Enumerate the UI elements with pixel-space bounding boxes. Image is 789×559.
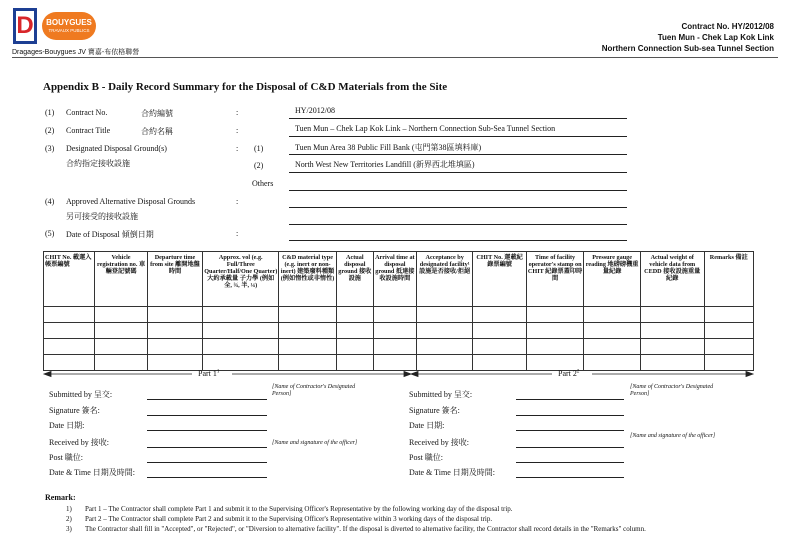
left-contractor-note: [Name of Contractor's Designated Person] bbox=[272, 384, 356, 397]
left-post-line bbox=[147, 462, 267, 463]
field-4-label-zh: 另可接受的接收設施 bbox=[66, 212, 138, 221]
right-received-by: Received by 接收: bbox=[409, 438, 469, 447]
col-arrival-time: Arrival time at disposal ground 抵達接收設施時間 bbox=[373, 252, 416, 307]
field-3-num: (3) bbox=[45, 144, 55, 153]
part1-label: Part $1^1$ bbox=[198, 369, 220, 378]
project-line1: Tuen Mun - Chek Lap Kok Link bbox=[657, 33, 774, 42]
left-received-by: Received by 接收: bbox=[49, 438, 109, 447]
field-3-others: Others bbox=[252, 179, 274, 188]
col-chit-no: CHIT No. 載運入帳票編號 bbox=[44, 252, 95, 307]
right-submitted-line bbox=[516, 399, 624, 400]
remark-1-text: Part 1 – The Contractor shall complete Part 1 and submit it to the Supervising Officer's Representative by the following working day of the disposal trip. bbox=[85, 505, 513, 513]
left-officer-note: [Name and signature of the officer] bbox=[272, 440, 358, 446]
field-2-colon: : bbox=[236, 126, 239, 135]
right-officer-note: [Name and signature of the officer] bbox=[630, 433, 716, 439]
remark-1-num: 1) bbox=[66, 505, 72, 513]
field-3-sub2: (2) bbox=[254, 161, 264, 170]
field-1-colon: : bbox=[236, 108, 239, 117]
right-date-time: Date & Time 日期及時間: bbox=[409, 468, 496, 477]
right-received-line bbox=[516, 447, 624, 448]
logo-b-line1: BOUYGUES bbox=[46, 18, 92, 27]
field-1-value: HY/2012/08 bbox=[295, 106, 335, 115]
field-3-sub1: (1) bbox=[254, 144, 264, 153]
remark-2-text: Part 2 – The Contractor shall complete Part 2 and submit it to the Supervising Officer's Representative within 3 working days of the disposal trip. bbox=[85, 515, 493, 523]
field-4-label: Approved Alternative Disposal Grounds bbox=[66, 197, 196, 206]
col-material-type: C&D material type (e.g. inert or non-inert) 建築廢料種類 (例如惰性或非惰性) bbox=[279, 252, 337, 307]
right-submitted-by: Submitted by 呈交: bbox=[409, 390, 473, 399]
col-acceptance: Acceptance by designated facility¹ 設施是否接收/拒絕 bbox=[416, 252, 473, 307]
part2-sup: 2 bbox=[576, 369, 580, 375]
part2-label: Part $2^2$ bbox=[558, 369, 580, 378]
right-contractor-note: [Name of Contractor's Designated Person] bbox=[630, 384, 714, 397]
field-2-value: Tuen Mun – Chek Lap Kok Link – Northern Connection Sub-Sea Tunnel Section bbox=[295, 124, 556, 133]
left-date-time: Date & Time 日期及時間: bbox=[49, 468, 136, 477]
right-post: Post 職位: bbox=[409, 453, 444, 462]
col-actual-weight: Actual weight of vehicle data from CEDD 接收設施重量紀錄 bbox=[640, 252, 704, 307]
field-3-value2: North West New Territories Landfill (新界西北堆填區) bbox=[295, 160, 475, 169]
col-pressure-gauge: Pressure gauge reading 地磅磅機重量紀錄 bbox=[584, 252, 641, 307]
col-vehicle-reg: Vehicle registration no. 車輛登記號碼 bbox=[95, 252, 147, 307]
field-1-label: Contract No. bbox=[66, 108, 108, 117]
left-date-line bbox=[147, 430, 267, 431]
left-signature-line bbox=[147, 415, 267, 416]
col-departure-time: Departure time from site 離開地盤時間 bbox=[147, 252, 202, 307]
right-date-time-line bbox=[516, 477, 624, 478]
field-2-label-zh: 合約名稱 bbox=[141, 127, 173, 136]
remark-3-text: The Contractor shall fill in "Accepted", or "Rejected", or "Diversion to alternative facility". If the disposal is diverted to alternative facility, the Contractor shall record details in the "Remarks" column. bbox=[85, 525, 646, 533]
contract-no-header: Contract No. HY/2012/08 bbox=[681, 22, 774, 31]
field-4-colon: : bbox=[236, 197, 239, 206]
field-3-label: Designated Disposal Ground(s) bbox=[66, 144, 167, 153]
field-3-label-zh: 合約指定接收設施 bbox=[66, 159, 130, 168]
field-4-num: (4) bbox=[45, 197, 55, 206]
project-line2: Northern Connection Sub-sea Tunnel Section bbox=[601, 44, 774, 53]
logo-d-letter: D bbox=[16, 12, 34, 39]
col-approx-vol: Approx. vol (e.g. Full/Three Quarter/Half/One Quarter) 大約承載量 子力學 (例如全, ¾, 半, ¼) bbox=[203, 252, 279, 307]
field-5-num: (5) bbox=[45, 229, 55, 238]
remark-2-num: 2) bbox=[66, 515, 72, 523]
left-date-time-line bbox=[147, 477, 267, 478]
field-3-colon: : bbox=[236, 144, 239, 153]
field-5-colon: : bbox=[236, 229, 239, 238]
left-submitted-line bbox=[147, 399, 267, 400]
field-5-label: Date of Disposal 傾倒日期 bbox=[66, 230, 154, 239]
remark-3-num: 3) bbox=[66, 525, 72, 533]
col-chit-no-2: CHIT No. 運載紀錄票編號 bbox=[473, 252, 526, 307]
left-date: Date 日期: bbox=[49, 421, 85, 430]
col-stamp-time: Time of facility operator's stamp on CHIT 紀錄票蓋印時間 bbox=[526, 252, 584, 307]
right-signature-line bbox=[516, 415, 624, 416]
left-signature: Signature 簽名: bbox=[49, 406, 100, 415]
field-1-num: (1) bbox=[45, 108, 55, 117]
field-2-num: (2) bbox=[45, 126, 55, 135]
company-name: Dragages-Bouygues JV 寶嘉-布依格聯營 bbox=[12, 49, 140, 56]
col-remarks: Remarks 備註 bbox=[704, 252, 753, 307]
right-date-line bbox=[516, 430, 624, 431]
right-signature: Signature 簽名: bbox=[409, 406, 460, 415]
right-post-line bbox=[516, 462, 624, 463]
page-title: Appendix B - Daily Record Summary for the Disposal of C&D Materials from the Site bbox=[43, 81, 448, 93]
left-post: Post 職位: bbox=[49, 453, 84, 462]
part1-sup: 1 bbox=[216, 369, 220, 375]
field-3-value1: Tuen Mun Area 38 Public Fill Bank (屯門第38區填料庫) bbox=[295, 143, 482, 152]
field-2-label: Contract Title bbox=[66, 126, 111, 135]
col-disposal-ground: Actual disposal ground 接收設施 bbox=[336, 252, 373, 307]
left-received-line bbox=[147, 447, 267, 448]
right-date: Date 日期: bbox=[409, 421, 445, 430]
remarks-title: Remark: bbox=[45, 493, 76, 502]
left-submitted-by: Submitted by 呈交: bbox=[49, 390, 113, 399]
logo-b-line2: TRAVAUX PUBLICS bbox=[48, 28, 90, 33]
field-1-label-zh: 合約編號 bbox=[141, 109, 173, 118]
